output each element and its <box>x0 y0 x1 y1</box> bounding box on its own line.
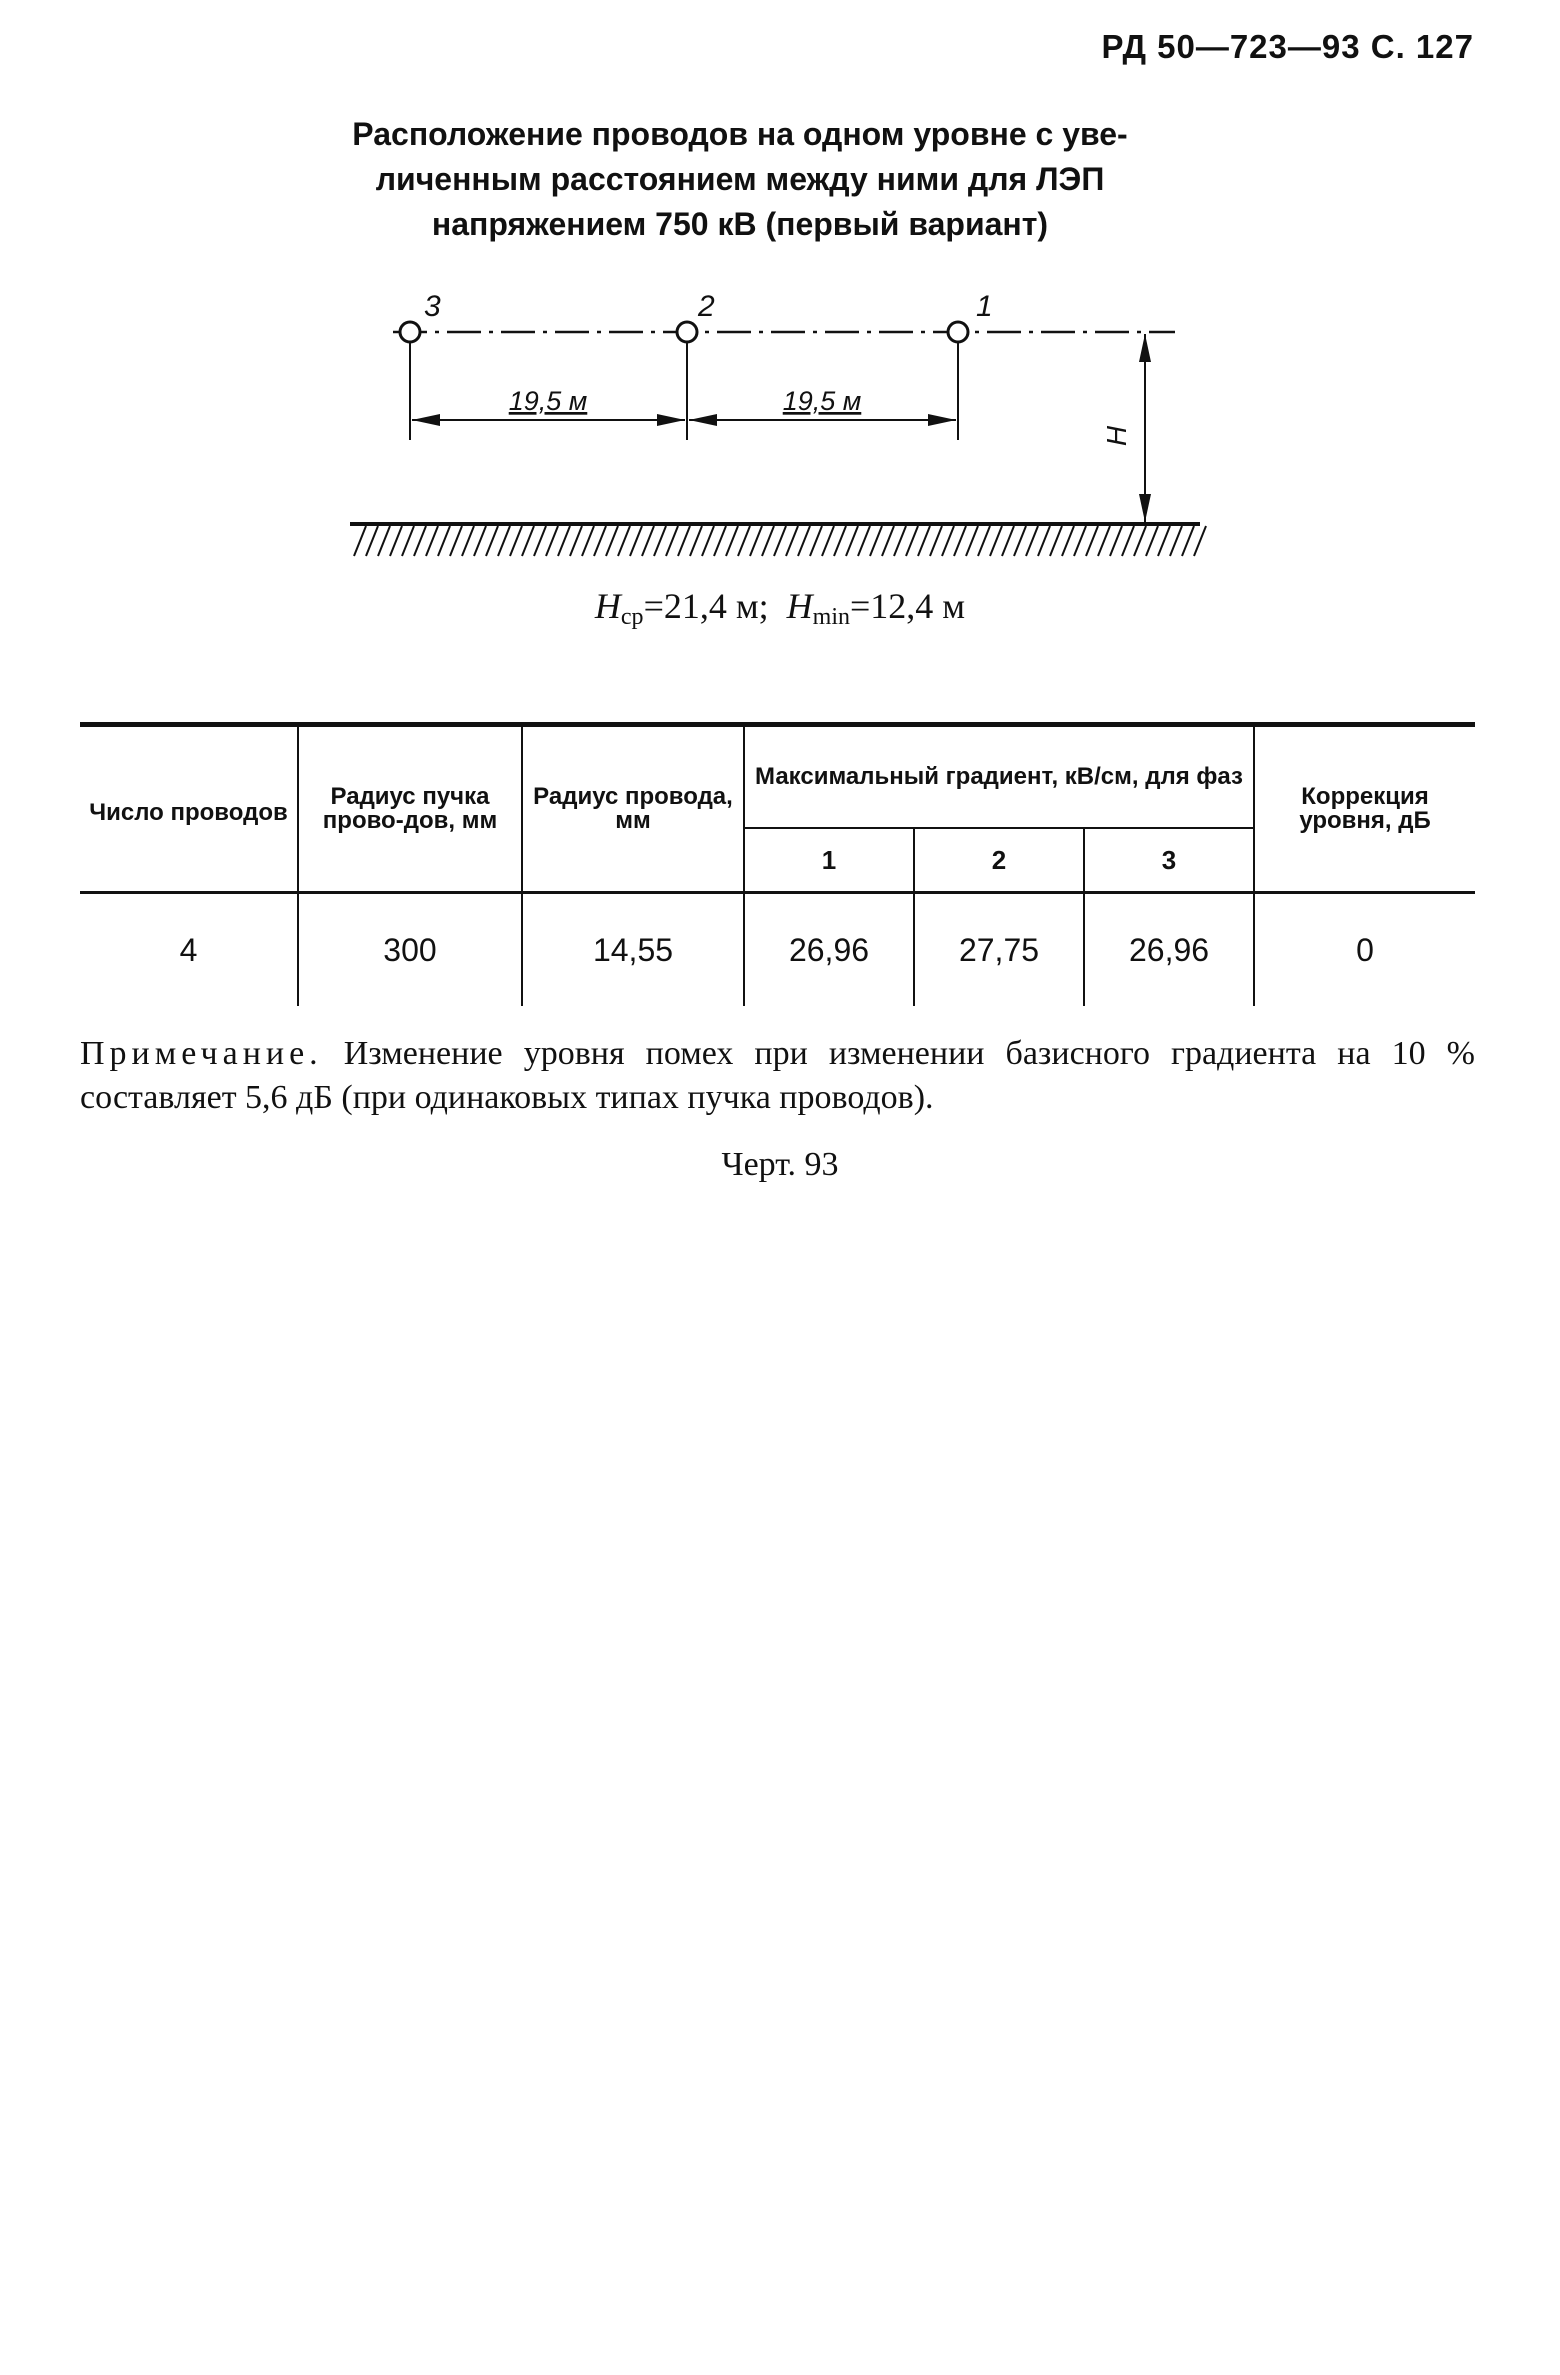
hatch-stroke <box>1086 526 1098 556</box>
hatch-stroke <box>654 526 666 556</box>
cell-gradient-phase-2: 27,75 <box>914 893 1084 1007</box>
hatch-stroke <box>1194 526 1206 556</box>
h-avg-subscript: ср <box>620 604 644 630</box>
hatch-stroke <box>918 526 930 556</box>
hatch-stroke <box>582 526 594 556</box>
hatch-stroke <box>978 526 990 556</box>
hatch-stroke <box>402 526 414 556</box>
hatch-stroke <box>666 526 678 556</box>
wire-2 <box>677 322 697 342</box>
hatch-stroke <box>774 526 786 556</box>
hatch-stroke <box>1158 526 1170 556</box>
hatch-stroke <box>762 526 774 556</box>
hatch-stroke <box>690 526 702 556</box>
table-row <box>80 893 1475 1007</box>
hatch-stroke <box>846 526 858 556</box>
hatch-stroke <box>894 526 906 556</box>
header-level-correction: Коррекция уровня, дБ <box>1254 725 1475 893</box>
hatch-stroke <box>522 526 534 556</box>
hatch-stroke <box>618 526 630 556</box>
cell-gradient-phase-1: 26,96 <box>744 893 914 1007</box>
hatch-stroke <box>594 526 606 556</box>
arrow-head <box>412 414 440 426</box>
hatch-stroke <box>906 526 918 556</box>
hatch-stroke <box>1098 526 1110 556</box>
h-min-value: =12,4 м <box>850 586 966 626</box>
hatch-stroke <box>990 526 1002 556</box>
hatch-stroke <box>954 526 966 556</box>
span-label: 19,5 м <box>508 386 588 416</box>
header-phase-1: 1 <box>744 828 914 893</box>
hatch-stroke <box>1074 526 1086 556</box>
hatch-stroke <box>558 526 570 556</box>
hatch-stroke <box>390 526 402 556</box>
hatch-stroke <box>474 526 486 556</box>
arrow-head <box>657 414 685 426</box>
wire-label-3: 3 <box>424 290 441 323</box>
hatch-stroke <box>1146 526 1158 556</box>
hatch-stroke <box>1062 526 1074 556</box>
arrow-head <box>928 414 956 426</box>
note <box>80 1032 1475 1120</box>
h-avg-symbol: H <box>594 586 621 626</box>
hatch-stroke <box>378 526 390 556</box>
hatch-stroke <box>630 526 642 556</box>
hatch-stroke <box>1170 526 1182 556</box>
header-phase-3: 3 <box>1084 828 1254 893</box>
hatch-stroke <box>546 526 558 556</box>
arrow-head <box>1139 494 1151 522</box>
hatch-stroke <box>702 526 714 556</box>
title-line: личенным расстоянием между ними для ЛЭП <box>375 161 1105 197</box>
figure-caption: Черт. 93 <box>721 1146 839 1183</box>
h-min-symbol: H <box>786 586 813 626</box>
hatch-stroke <box>1050 526 1062 556</box>
wire-label-1: 1 <box>976 290 993 323</box>
hatch-stroke <box>858 526 870 556</box>
wire-label-2: 2 <box>698 290 715 323</box>
header-max-gradient: Максимальный градиент, кВ/см, для фаз <box>744 725 1254 829</box>
hatch-stroke <box>426 526 438 556</box>
hatch-stroke <box>366 526 378 556</box>
cell-wire-radius: 14,55 <box>522 893 744 1007</box>
hatch-stroke <box>1122 526 1134 556</box>
hatch-stroke <box>1014 526 1026 556</box>
page-header: РД 50—723—93 С. 127 <box>1101 28 1474 65</box>
hatch-stroke <box>606 526 618 556</box>
hatch-stroke <box>498 526 510 556</box>
hatch-stroke <box>462 526 474 556</box>
hatch-stroke <box>1134 526 1146 556</box>
cell-level-correction: 0 <box>1254 893 1475 1007</box>
hatch-stroke <box>726 526 738 556</box>
hatch-stroke <box>1182 526 1194 556</box>
hatch-stroke <box>798 526 810 556</box>
height-values <box>0 585 1560 631</box>
arrow-head <box>1139 334 1151 362</box>
arrow-head <box>689 414 717 426</box>
header-phase-2: 2 <box>914 828 1084 893</box>
cell-bundle-radius: 300 <box>298 893 522 1007</box>
cell-gradient-phase-3: 26,96 <box>1084 893 1254 1007</box>
hatch-stroke <box>942 526 954 556</box>
hatch-stroke <box>834 526 846 556</box>
hatch-stroke <box>882 526 894 556</box>
hatch-stroke <box>750 526 762 556</box>
hatch-stroke <box>678 526 690 556</box>
hatch-stroke <box>510 526 522 556</box>
h-min-subscript: min <box>812 604 850 630</box>
header-wires-count: Число проводов <box>80 725 298 893</box>
title-line: напряжением 750 кВ (первый вариант) <box>431 206 1049 242</box>
wire-3 <box>400 322 420 342</box>
h-avg-value: =21,4 м; <box>643 586 769 626</box>
hatch-stroke <box>930 526 942 556</box>
hatch-stroke <box>870 526 882 556</box>
note-label: Примечание. <box>80 1035 323 1072</box>
wire-1 <box>948 322 968 342</box>
cell-wires-count: 4 <box>80 893 298 1007</box>
height-label: Н <box>1101 425 1132 447</box>
hatch-stroke <box>570 526 582 556</box>
gradient-table <box>80 722 1475 1006</box>
title-line: Расположение проводов на одном уровне с уве- <box>352 116 1128 152</box>
header-wire-radius: Радиус провода, мм <box>522 725 744 893</box>
ground-hatching <box>354 526 1206 556</box>
hatch-stroke <box>738 526 750 556</box>
span-label: 19,5 м <box>782 386 862 416</box>
note-text: Изменение уровня помех при изменении базисного градиента на 10 % составляет 5,6 дБ (при одинаковых типах пучка проводов). <box>80 1035 1475 1116</box>
hatch-stroke <box>1002 526 1014 556</box>
hatch-stroke <box>822 526 834 556</box>
hatch-stroke <box>966 526 978 556</box>
hatch-stroke <box>486 526 498 556</box>
hatch-stroke <box>438 526 450 556</box>
hatch-stroke <box>810 526 822 556</box>
hatch-stroke <box>414 526 426 556</box>
hatch-stroke <box>1038 526 1050 556</box>
hatch-stroke <box>714 526 726 556</box>
hatch-stroke <box>786 526 798 556</box>
header-bundle-radius: Радиус пучка прово-дов, мм <box>298 725 522 893</box>
hatch-stroke <box>450 526 462 556</box>
hatch-stroke <box>642 526 654 556</box>
hatch-stroke <box>354 526 366 556</box>
hatch-stroke <box>1110 526 1122 556</box>
hatch-stroke <box>1026 526 1038 556</box>
hatch-stroke <box>534 526 546 556</box>
